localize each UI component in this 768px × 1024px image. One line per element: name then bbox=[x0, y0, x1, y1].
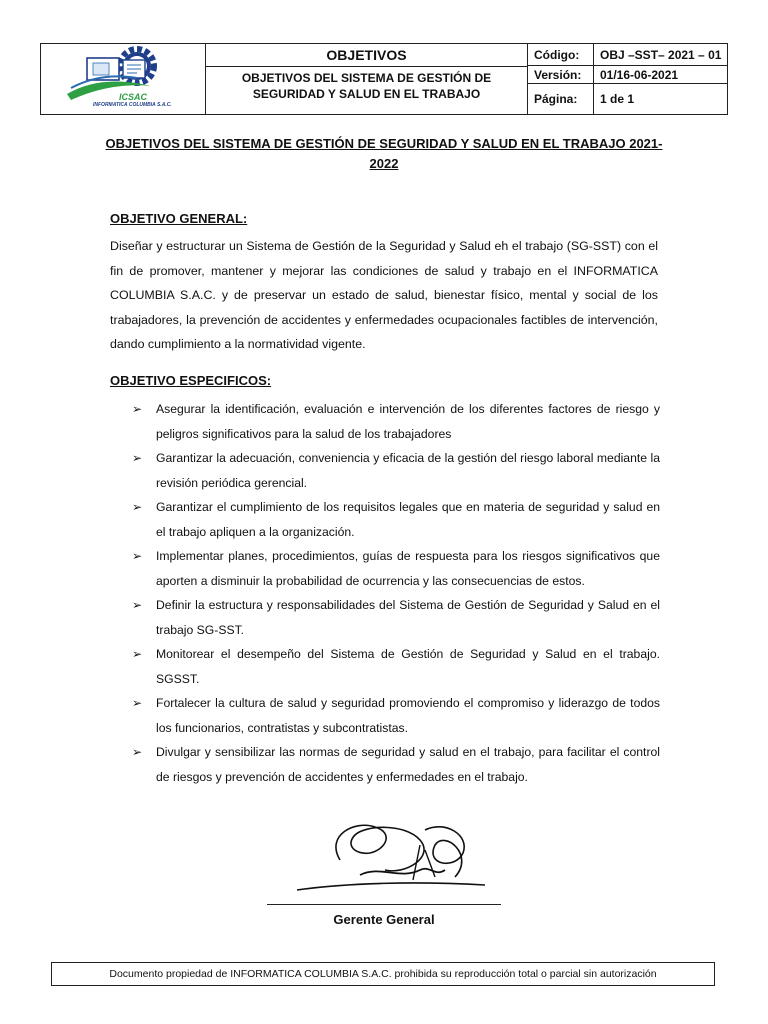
document-title-line-2: 2022 bbox=[369, 156, 399, 171]
header-subtitle bbox=[206, 67, 527, 102]
header-subtitle-line-2: SEGURIDAD Y SALUD EN EL TRABAJO bbox=[252, 87, 481, 101]
code-label: Código: bbox=[528, 44, 594, 66]
signature-line bbox=[267, 904, 501, 905]
list-item bbox=[132, 642, 660, 691]
arrow-bullet-icon: ➢ bbox=[132, 745, 143, 759]
header-title-cell bbox=[206, 44, 528, 114]
footer-notice: Documento propiedad de INFORMATICA COLUMBIA S.A.C. prohibida su reproducción total o parcial sin autorización bbox=[51, 962, 715, 986]
logo-text: ICSAC bbox=[119, 92, 148, 102]
version-value: 01/16-06-2021 bbox=[594, 66, 727, 84]
version-label: Versión: bbox=[528, 66, 594, 84]
arrow-bullet-icon: ➢ bbox=[132, 451, 143, 465]
header-title: OBJETIVOS bbox=[206, 44, 527, 67]
page-value: 1 de 1 bbox=[600, 92, 635, 106]
list-item-text: Definir la estructura y responsabilidades del Sistema de Gestión de Seguridad y Salud en el trabajo SG-SST. bbox=[156, 598, 660, 637]
list-item bbox=[132, 740, 660, 789]
document-header-table bbox=[40, 43, 728, 115]
list-item bbox=[132, 397, 660, 446]
arrow-bullet-icon: ➢ bbox=[132, 598, 143, 612]
specific-objectives-heading: OBJETIVO ESPECIFICOS: bbox=[110, 373, 272, 388]
signature-role: Gerente General bbox=[333, 912, 435, 927]
list-item-text: Divulgar y sensibilizar las normas de seguridad y salud en el trabajo, para facilitar el control de riesgos y prevención de accidentes y enfermedades en el trabajo. bbox=[156, 745, 660, 784]
list-item bbox=[132, 544, 660, 593]
list-item-text: Garantizar la adecuación, conveniencia y eficacia de la gestión del riesgo laboral mediante la revisión periódica gerencial. bbox=[156, 451, 660, 490]
company-logo bbox=[41, 44, 206, 114]
arrow-bullet-icon: ➢ bbox=[132, 500, 143, 514]
list-item bbox=[132, 495, 660, 544]
arrow-bullet-icon: ➢ bbox=[132, 647, 143, 661]
list-item-text: Garantizar el cumplimiento de los requisitos legales que en materia de seguridad y salud en el trabajo apliquen a la organización. bbox=[156, 500, 660, 539]
arrow-bullet-icon: ➢ bbox=[132, 549, 143, 563]
document-title-line-1: OBJETIVOS DEL SISTEMA DE GESTIÓN DE SEGURIDAD Y SALUD EN EL TRABAJO 2021- bbox=[105, 136, 663, 151]
code-value: OBJ –SST– 2021 – 01 bbox=[594, 44, 727, 66]
list-item bbox=[132, 691, 660, 740]
arrow-bullet-icon: ➢ bbox=[132, 696, 143, 710]
document-title bbox=[96, 134, 672, 174]
list-item-text: Implementar planes, procedimientos, guías de respuesta para los riesgos significativos que aporten a disminuir la probabilidad de ocurrencia y las consecuencias de estos. bbox=[156, 549, 660, 588]
page-label: Página: bbox=[528, 84, 594, 114]
specific-objectives-list bbox=[132, 397, 660, 789]
general-objective-heading: OBJETIVO GENERAL: bbox=[110, 211, 248, 226]
list-item-text: Monitorear el desempeño del Sistema de Gestión de Seguridad y Salud en el trabajo. SGSST. bbox=[156, 647, 660, 686]
general-objective-text: Diseñar y estructurar un Sistema de Gestión de la Seguridad y Salud eh el trabajo (SG-SST) con el fin de promover, mantener y mejorar las condiciones de salud y trabajo en el INFORMATICA COLUMBIA S.A.C. y de preservar un estado de salud, bienestar físico, mental y social de los trabajadores, la prevención de accidentes y enfermedades ocupacionales factibles de intervención, dando cumplimiento a la normatividad vigente. bbox=[110, 239, 658, 351]
arrow-bullet-icon: ➢ bbox=[132, 402, 143, 416]
list-item-text: Asegurar la identificación, evaluación e intervención de los diferentes factores de riesgo y peligros significativos para la salud de los trabajadores bbox=[156, 402, 660, 441]
list-item-text: Fortalecer la cultura de salud y seguridad promoviendo el compromiso y liderazgo de todos los funcionarios, contratistas y subcontratistas. bbox=[156, 696, 660, 735]
list-item bbox=[132, 593, 660, 642]
list-item bbox=[132, 446, 660, 495]
header-subtitle-line-1: OBJETIVOS DEL SISTEMA DE GESTIÓN DE bbox=[241, 71, 492, 85]
logo-subtext: INFORMATICA COLUMBIA S.A.C. bbox=[93, 102, 172, 108]
handwritten-signature bbox=[285, 815, 495, 900]
